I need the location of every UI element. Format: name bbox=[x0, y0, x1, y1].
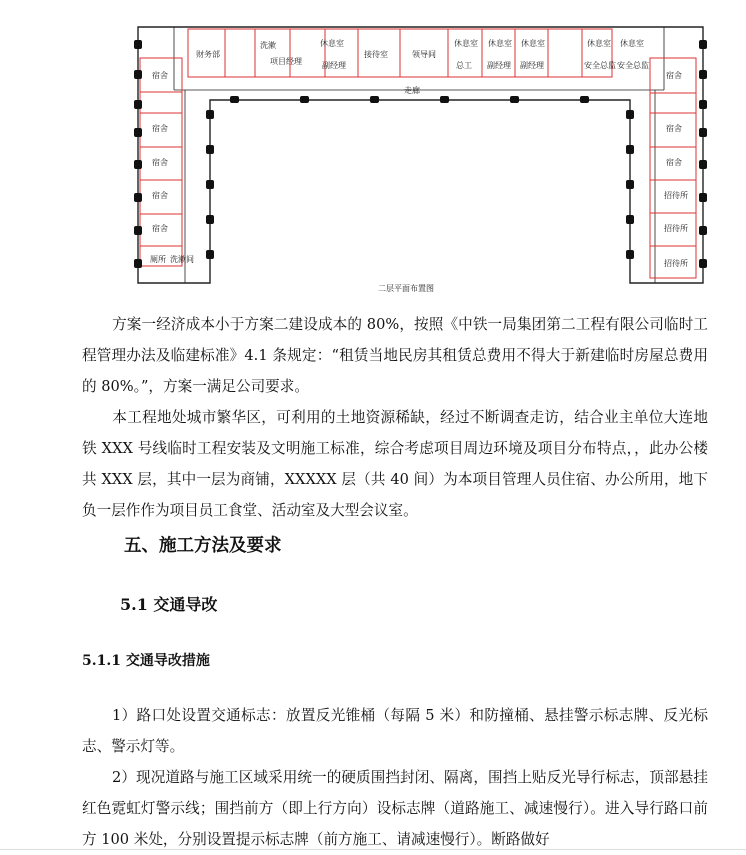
subsub-heading: 5.1.1 交通导改措施 bbox=[82, 653, 210, 669]
plan-label-top-8b: 总工 bbox=[456, 61, 472, 70]
plan-label-top-7: 领导间 bbox=[412, 50, 436, 59]
list-item-2 bbox=[82, 762, 708, 855]
paragraph-location-text: 本工程地处城市繁华区，可利用的土地资源稀缺，经过不断调查走访，结合业主单位大连地铁 XXX 号线临时工程安装及文明施工标准，综合考虑项目周边环境及项目分布特点，，此办公楼共 XXX 层，其中一层为商铺，XXXXX 层（共 40 间）为本项目管理人员住宿、办公所用，地下负一层作作为项目员工食堂、活动室及大型会议室。 bbox=[82, 409, 708, 519]
plan-label-left-3: 宿舍 bbox=[152, 158, 168, 167]
plan-label-top-4b: 副经理 bbox=[322, 61, 346, 70]
plan-label-top-10: 休息室 bbox=[521, 39, 545, 48]
plan-label-left-4: 宿舍 bbox=[152, 191, 168, 200]
plan-label-left-toilet: 厕所 bbox=[150, 255, 166, 264]
plan-label-top-3: 项目经理 bbox=[270, 57, 302, 66]
paragraph-cost-text: 方案一经济成本小于方案二建设成本的 80%，按照《中铁一局集团第二工程有限公司临时工程管理办法及临建标准》4.1 条规定：“租赁当地民房其租赁总费用不得大于新建临时房屋总费用的 80%。”，方案一满足公司要求。 bbox=[82, 316, 708, 395]
plan-label-top-11b: 安全总监 bbox=[584, 61, 616, 70]
plan-label-top-4: 休息室 bbox=[320, 39, 344, 48]
plan-label-left-wash: 洗漱间 bbox=[170, 255, 194, 264]
plan-label-right-2: 宿舍 bbox=[666, 124, 682, 133]
plan-label-top-11: 休息室 bbox=[587, 39, 611, 48]
paragraph-location bbox=[82, 402, 708, 526]
list-item-2-text: 2）现况道路与施工区域采用统一的硬质围挡封闭、隔离，围挡上贴反光导行标志，顶部悬挂红色霓虹灯警示线；围挡前方（即上行方向）设标志牌（道路施工、减速慢行）。进入导行路口前方 100 米处，分别设置提示标志牌（前方施工、请减速慢行）。断路做好 bbox=[82, 769, 708, 848]
plan-label-left-2: 宿舍 bbox=[152, 124, 168, 133]
plan-label-top-1: 财务部 bbox=[196, 50, 220, 59]
plan-label-top-2: 洗漱 bbox=[260, 41, 276, 50]
plan-label-top-9: 休息室 bbox=[488, 39, 512, 48]
plan-label-right-3: 宿舍 bbox=[666, 158, 682, 167]
plan-label-right-4: 招待所 bbox=[664, 191, 688, 200]
plan-label-top-6: 接待室 bbox=[364, 50, 388, 59]
plan-label-right-1: 宿舍 bbox=[666, 71, 682, 80]
list-item-1 bbox=[82, 700, 708, 762]
floor-plan-drawing bbox=[0, 0, 746, 300]
plan-label-top-10b: 副经理 bbox=[520, 61, 544, 70]
plan-label-top-8: 休息室 bbox=[454, 39, 478, 48]
list-item-1-text: 1）路口处设置交通标志：放置反光锥桶（每隔 5 米）和防撞桶、悬挂警示标志牌、反光标志、警示灯等。 bbox=[82, 707, 708, 755]
paragraph-cost bbox=[82, 309, 708, 402]
plan-label-right-5: 招待所 bbox=[664, 224, 688, 233]
plan-label-top-12: 休息室 bbox=[620, 39, 644, 48]
plan-label-top-9b: 副经理 bbox=[487, 61, 511, 70]
plan-caption: 二层平面布置图 bbox=[378, 284, 434, 293]
plan-label-top-12b: 安全总监 bbox=[617, 61, 649, 70]
plan-label-left-5: 宿舍 bbox=[152, 224, 168, 233]
plan-label-left-1: 宿舍 bbox=[152, 71, 168, 80]
plan-label-corridor: 走廊 bbox=[404, 86, 420, 95]
plan-label-right-6: 招待所 bbox=[664, 259, 688, 268]
sub-heading: 5.1 交通导改 bbox=[120, 595, 218, 614]
page-divider bbox=[0, 849, 746, 850]
section-heading: 五、施工方法及要求 bbox=[124, 536, 282, 556]
